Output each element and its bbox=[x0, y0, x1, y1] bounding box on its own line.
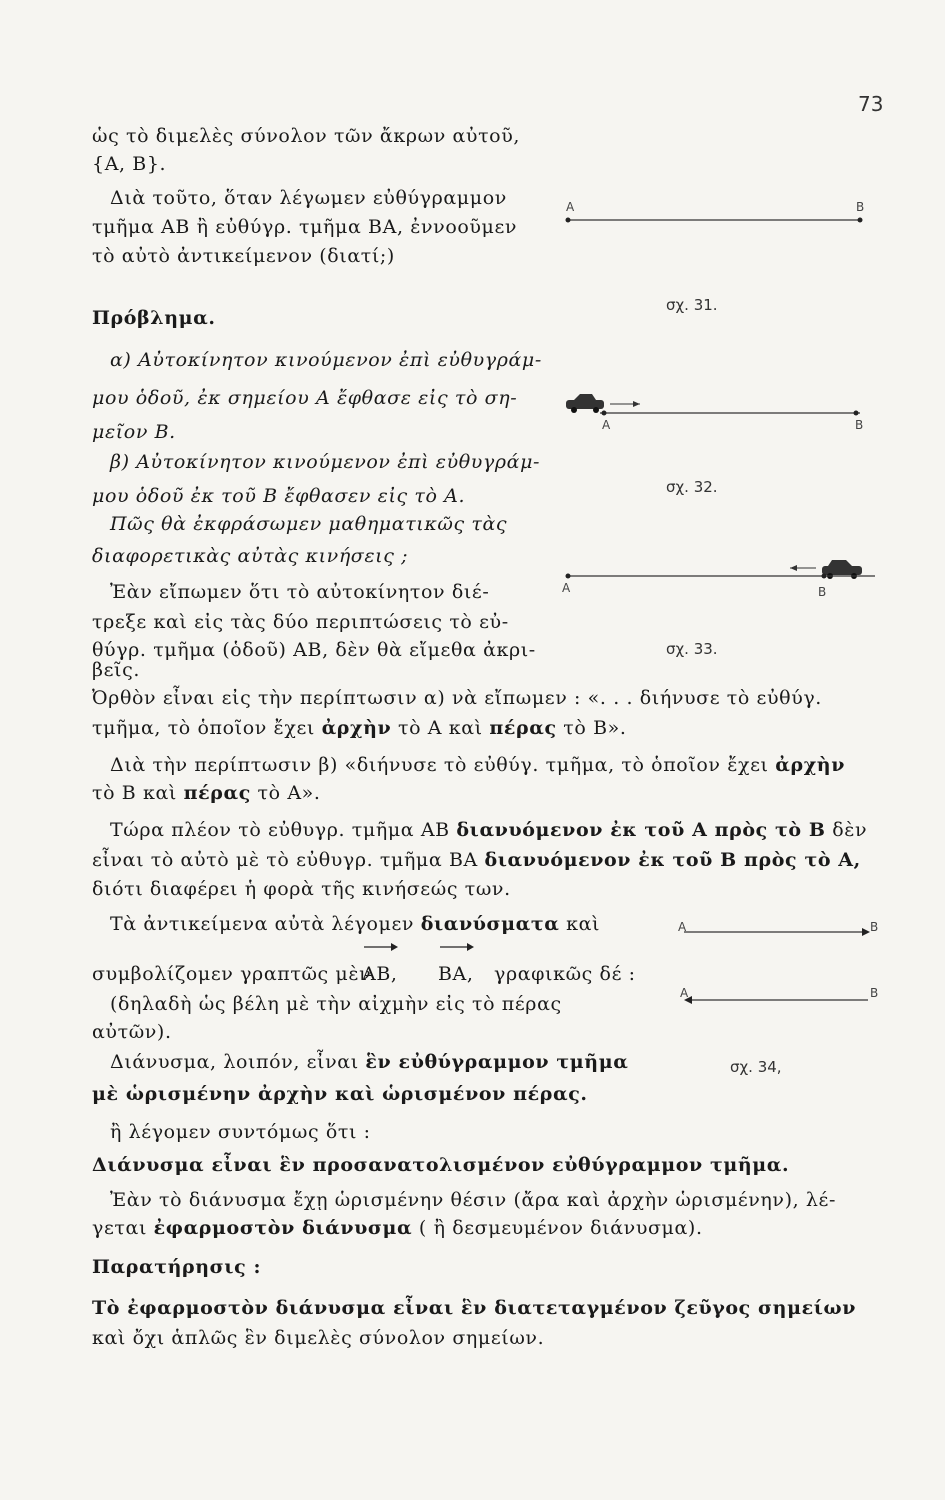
definition-run: ἓν εὐθύγραμμον τμῆμα bbox=[365, 1051, 629, 1073]
emphasis-run: Τὸ ἐφαρμοστὸν διάνυσμα εἶναι ἓν bbox=[92, 1297, 495, 1319]
text-run: δὲν bbox=[825, 819, 868, 841]
text-line: αὐτῶν). bbox=[92, 1021, 172, 1043]
text-line bbox=[110, 1050, 628, 1074]
text-run: γεται bbox=[92, 1217, 154, 1239]
fig34-label-a2: Α bbox=[680, 986, 689, 1000]
page-number: 73 bbox=[858, 92, 884, 116]
problem-a-line: α) Αὐτοκίνητον κινούμενον ἐπὶ εὐθυγράμ- bbox=[110, 349, 542, 371]
fig34-vector-ab bbox=[680, 926, 880, 938]
problem-b-line: μου ὁδοῦ ἐκ τοῦ Β ἔφθασεν εἰς τὸ Α. bbox=[92, 485, 466, 507]
text-run: τὸ Α». bbox=[250, 782, 321, 804]
text-line bbox=[110, 753, 845, 777]
fig34-label-a: Α bbox=[678, 920, 687, 934]
fig33-label-a: Α bbox=[562, 581, 571, 595]
fig31-label-b: Β bbox=[856, 200, 865, 214]
term-arche: ἀρχὴν bbox=[321, 717, 392, 739]
text-line: τὸ αὐτὸ ἀντικείμενον (διατί;) bbox=[92, 245, 395, 267]
fig34-label-b: Β bbox=[870, 920, 879, 934]
text-line: Ὀρθὸν εἶναι εἰς τὴν περίπτωσιν α) νὰ εἴπωμεν : «. . . διήνυσε τὸ εὐθύγ. bbox=[92, 687, 822, 709]
text-run: Τὰ ἀντικείμενα αὐτὰ λέγομεν bbox=[110, 913, 421, 935]
question-line: Πῶς θὰ ἐκφράσωμεν μαθηματικῶς τὰς bbox=[110, 513, 508, 535]
text-line bbox=[110, 912, 600, 936]
fig32-caption: σχ. 32. bbox=[666, 478, 718, 496]
text-run: τὸ Β καὶ bbox=[92, 782, 184, 804]
question-line: διαφορετικὰς αὐτὰς κινήσεις ; bbox=[92, 545, 409, 567]
text-run: εἶναι τὸ αὐτὸ μὲ τὸ εὐθυγρ. τμῆμα ΒΑ bbox=[92, 849, 485, 871]
text-run: Διὰ τὴν περίπτωσιν β) «διήνυσε τὸ εὐθύγ. τμῆμα, τὸ ὁποῖον ἔχει bbox=[110, 754, 776, 776]
car-icon bbox=[566, 394, 604, 413]
text-run: Διάνυσμα, λοιπόν, εἶναι bbox=[110, 1051, 366, 1073]
term-vectors: διανύσματα bbox=[420, 913, 560, 935]
definition-line: Διάνυσμα εἶναι ἓν προσανατολισμένον εὐθύγραμμον τμῆμα. bbox=[92, 1154, 790, 1176]
term-peras: πέρας bbox=[183, 782, 251, 804]
problem-heading: Πρόβλημα. bbox=[92, 307, 216, 329]
vector-ab-arrow bbox=[362, 940, 402, 954]
text-line: συμβολίζομεν γραπτῶς μὲν bbox=[92, 963, 372, 985]
term-arche: ἀρχὴν bbox=[775, 754, 846, 776]
fig34-vector-ba bbox=[680, 994, 880, 1006]
text-line bbox=[92, 781, 321, 805]
fig33-caption: σχ. 33. bbox=[666, 640, 718, 658]
text-line: ἢ λέγομεν συντόμως ὅτι : bbox=[110, 1121, 371, 1143]
emphasis-run: διανυόμενον ἐκ τοῦ Β πρὸς τὸ Α, bbox=[484, 849, 861, 871]
fig34-label-b2: Β bbox=[870, 986, 879, 1000]
vector-ba: ΒΑ, bbox=[438, 963, 474, 985]
text-run: τμῆμα, τὸ ὁποῖον ἔχει bbox=[92, 717, 322, 739]
text-line bbox=[92, 1296, 856, 1320]
fig32-label-a: Α bbox=[602, 418, 611, 432]
text-line: θύγρ. τμῆμα (ὁδοῦ) ΑΒ, δὲν θὰ εἴμεθα ἀκρι- bbox=[92, 639, 536, 661]
remark-heading: Παρατήρησις : bbox=[92, 1256, 262, 1278]
text-line: καὶ ὄχι ἁπλῶς ἓν διμελὲς σύνολον σημείων. bbox=[92, 1327, 545, 1349]
definition-line: μὲ ὡρισμένην ἀρχὴν καὶ ὡρισμένον πέρας. bbox=[92, 1083, 588, 1105]
term-bound-vector: ἐφαρμοστὸν διάνυσμα bbox=[153, 1217, 413, 1239]
text-line: Ἐὰν τὸ διάνυσμα ἔχῃ ὡρισμένην θέσιν (ἄρα καὶ ἀρχὴν ὡρισμένην), λέ- bbox=[110, 1189, 836, 1211]
text-line: βεῖς. bbox=[92, 659, 140, 681]
text-run: Τώρα πλέον τὸ εὐθυγρ. τμῆμα ΑΒ bbox=[110, 819, 457, 841]
text-line bbox=[110, 818, 867, 842]
text-line: {Α, Β}. bbox=[92, 153, 167, 175]
text-line: τμῆμα ΑΒ ἢ εὐθύγρ. τμῆμα ΒΑ, ἐννοοῦμεν bbox=[92, 216, 518, 238]
vector-ab: ΑΒ, bbox=[362, 963, 398, 985]
problem-a-line: μου ὁδοῦ, ἐκ σημείου Α ἔφθασε εἰς τὸ ση- bbox=[92, 387, 518, 409]
emphasis-run: διανυόμενον ἐκ τοῦ Α πρὸς τὸ Β bbox=[456, 819, 826, 841]
text-line bbox=[92, 848, 861, 872]
problem-b-line: β) Αὐτοκίνητον κινούμενον ἐπὶ εὐθυγράμ- bbox=[110, 451, 541, 473]
text-line: Διὰ τοῦτο, ὅταν λέγωμεν εὐθύγραμμον bbox=[110, 187, 507, 209]
text-run: καὶ bbox=[559, 913, 601, 935]
emphasis-run: διατεταγμένον ζεῦγος σημείων bbox=[494, 1297, 857, 1319]
text-line: τρεξε καὶ εἰς τὰς δύο περιπτώσεις τὸ εὐ- bbox=[92, 611, 509, 633]
fig31-label-a: Α bbox=[566, 200, 575, 214]
text-line bbox=[92, 716, 627, 740]
text-line: Ἐὰν εἴπωμεν ὅτι τὸ αὐτοκίνητον διέ- bbox=[110, 581, 490, 603]
problem-a-line: μεῖον Β. bbox=[92, 421, 176, 443]
term-peras: πέρας bbox=[489, 717, 557, 739]
fig32-label-b: Β bbox=[855, 418, 864, 432]
fig34-caption: σχ. 34, bbox=[730, 1058, 782, 1076]
vector-ba-arrow bbox=[438, 940, 478, 954]
text-line: διότι διαφέρει ἡ φορὰ τῆς κινήσεώς των. bbox=[92, 878, 511, 900]
text-line: ὡς τὸ διμελὲς σύνολον τῶν ἄκρων αὐτοῦ, bbox=[92, 125, 521, 147]
text-run: ( ἢ δεσμευμένον διάνυσμα). bbox=[412, 1217, 703, 1239]
fig33-figure bbox=[560, 556, 890, 586]
text-run: τὸ Α καὶ bbox=[391, 717, 490, 739]
text-line: (δηλαδὴ ὡς βέλη μὲ τὴν αἰχμὴν εἰς τὸ πέρας bbox=[110, 993, 562, 1015]
text-run: τὸ Β». bbox=[556, 717, 627, 739]
text-line bbox=[92, 1216, 703, 1240]
fig31-segment bbox=[560, 215, 890, 225]
text-line: γραφικῶς δέ : bbox=[494, 963, 636, 985]
fig31-caption: σχ. 31. bbox=[666, 296, 718, 314]
fig33-label-b: Β bbox=[818, 585, 827, 599]
